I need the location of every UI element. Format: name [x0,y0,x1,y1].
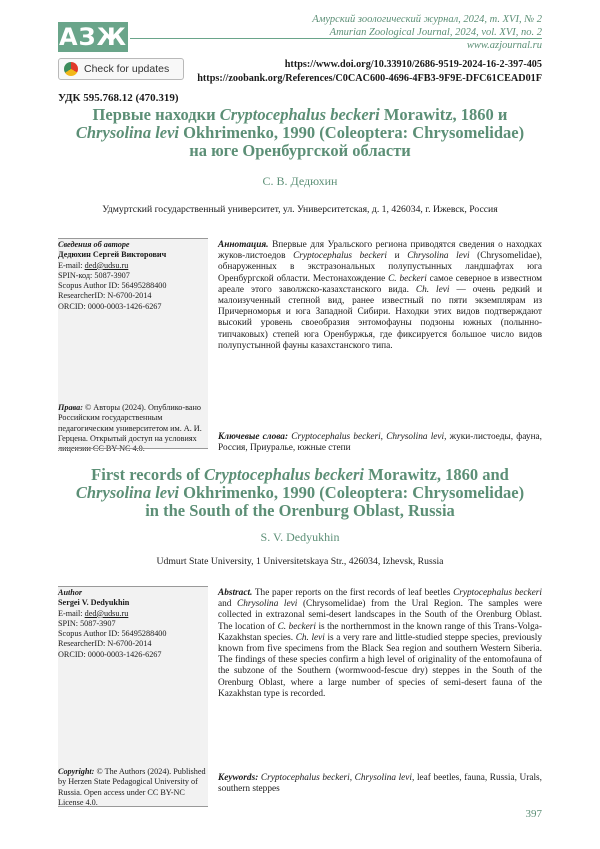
journal-ru: Амурский зоологический журнал, 2024, т. XVI, № 2 [312,13,542,26]
journal-url[interactable]: www.azjournal.ru [312,39,542,52]
title-en: First records of Cryptocephalus beckeri Morawitz, 1860 and Chrysolina levi Okhrimenko, 1990 (Coleoptera: Chrysomelidae) in the South of the Orenburg Oblast, Russia [40,466,560,520]
abstract-ru: Аннотация. Впервые для Уральского региона приводятся сведения о находках жуков-листоедов Cryptocephalus beckeri и Chrysolina levi (Chrysomelidae), обнаруженных в экстразональных полупустынных ландшафтах юга Оренбургской области. Местонахождение C. beckeri самое северное в известном ареале этого заволжско-казахстанского вида. Ch. levi — очень редкий и малоизученный степной вид, ранее известный по пяти экземплярам из Причерноморья и юга Западной Сибири. Находки этих видов подтверждают высокий уровень своеобразия энтомофауны подзоны южных (полынно-типчаковых) степей юга Оренбуржья, где фиксируется большое число видов полупустынной фауны казахстанского типа. [218,240,542,352]
affiliation-en: Udmurt State University, 1 Universitetskaya Str., 426034, Izhevsk, Russia [40,556,560,567]
journal-logo: АЗЖ [58,22,128,52]
author-info-en [58,588,208,660]
udc-code: УДК 595.768.12 (470.319) [58,92,179,104]
email-link-ru[interactable]: ded@udsu.ru [85,261,129,270]
keywords-ru: Ключевые слова: Cryptocephalus beckeri, Chrysolina levi, жуки-листоеды, фауна, Россия, Приуралье, южные степи [218,432,542,454]
author-name-en: Sergei V. Dedyukhin [58,598,208,608]
email-en: E-mail: ded@udsu.ru [58,609,208,619]
doi-block [197,58,542,86]
check-for-updates-button[interactable] [58,58,184,80]
spin-ru: SPIN-код: 5087-3907 [58,271,208,281]
title-ru: Первые находки Cryptocephalus beckeri Morawitz, 1860 и Chrysolina levi Okhrimenko, 1990 (Coleoptera: Chrysomelidae) на юге Оренбургской области [40,106,560,160]
email-ru: E-mail: ded@udsu.ru [58,261,208,271]
rights-ru: Права: © Авторы (2024). Опублико-вано Российским государственным педагогическим университетом им. А. И. Герцена. Открытый доступ на условиях [58,403,208,454]
author-name-ru: Дедюхин Сергей Викторович [58,250,208,260]
crossmark-icon [64,62,78,76]
sidebar-rule-top-ru [58,238,208,239]
spin-en: SPIN: 5087-3907 [58,619,208,629]
sidebar-rule-bottom-ru [58,448,208,449]
orcid-ru: ORCID: 0000-0003-1426-6267 [58,302,208,312]
sidebar-rule-bottom-en [58,806,208,807]
keywords-en: Keywords: Cryptocephalus beckeri, Chrysolina levi, leaf beetles, fauna, Russia, Urals, southern steppes [218,773,542,795]
zoobank-link[interactable]: https://zoobank.org/References/C0CAC600-4696-4FB3-9F9E-DFC61CEAD01F [197,72,542,86]
journal-en: Amurian Zoological Journal, 2024, vol. XVI, no. 2 [312,26,542,39]
page-number: 397 [526,808,543,820]
orcid-en: ORCID: 0000-0003-1426-6267 [58,650,208,660]
scopus-ru: Scopus Author ID: 56495288400 [58,281,208,291]
email-link-en[interactable]: ded@udsu.ru [85,609,129,618]
author-info-heading-en: Author [58,588,208,598]
scopus-en: Scopus Author ID: 56495288400 [58,629,208,639]
author-info-ru [58,240,208,312]
doi-link[interactable]: https://www.doi.org/10.33910/2686-9519-2024-16-2-397-405 [197,58,542,72]
researcher-en: ResearcherID: N-6700-2014 [58,639,208,649]
abstract-en: Abstract. The paper reports on the first records of leaf beetles Cryptocephalus beckeri and Chrysolina levi (Chrysomelidae) from the Ural Region. The samples were collected in extrazonal semi-desert landscapes in the South of the Orenburg Oblast. The location of C. beckeri is the northernmost in the known range of this Trans-Volga-Kazakhstan species. Ch. levi is a very rare and little-studied steppe species, previously known from five specimens from the Black Sea region and southern Western Siberia. The findings of these species confirm a high level of originality of the entomofauna of the subzone of the Southern (wormwood-fescue dry) steppes in the South of the Orenburg Oblast, where a large number of species of semi-desert fauna of the Kazakhstan type is recorded. [218,588,542,700]
rights-en: Copyright: © The Authors (2024). Published by Herzen State Pedagogical University of Russia. Open access under CC BY-NC License 4.0. [58,767,208,808]
author-info-heading-ru: Сведения об авторе [58,240,208,250]
affiliation-ru: Удмуртский государственный университет, ул. Университетская, д. 1, 426034, г. Ижевск, Россия [40,204,560,215]
sidebar-rule-top-en [58,586,208,587]
researcher-ru: ResearcherID: N-6700-2014 [58,291,208,301]
author-ru: С. В. Дедюхин [0,174,600,189]
check-updates-label: Check for updates [84,63,169,75]
journal-info [312,13,542,52]
author-en: S. V. Dedyukhin [0,530,600,545]
